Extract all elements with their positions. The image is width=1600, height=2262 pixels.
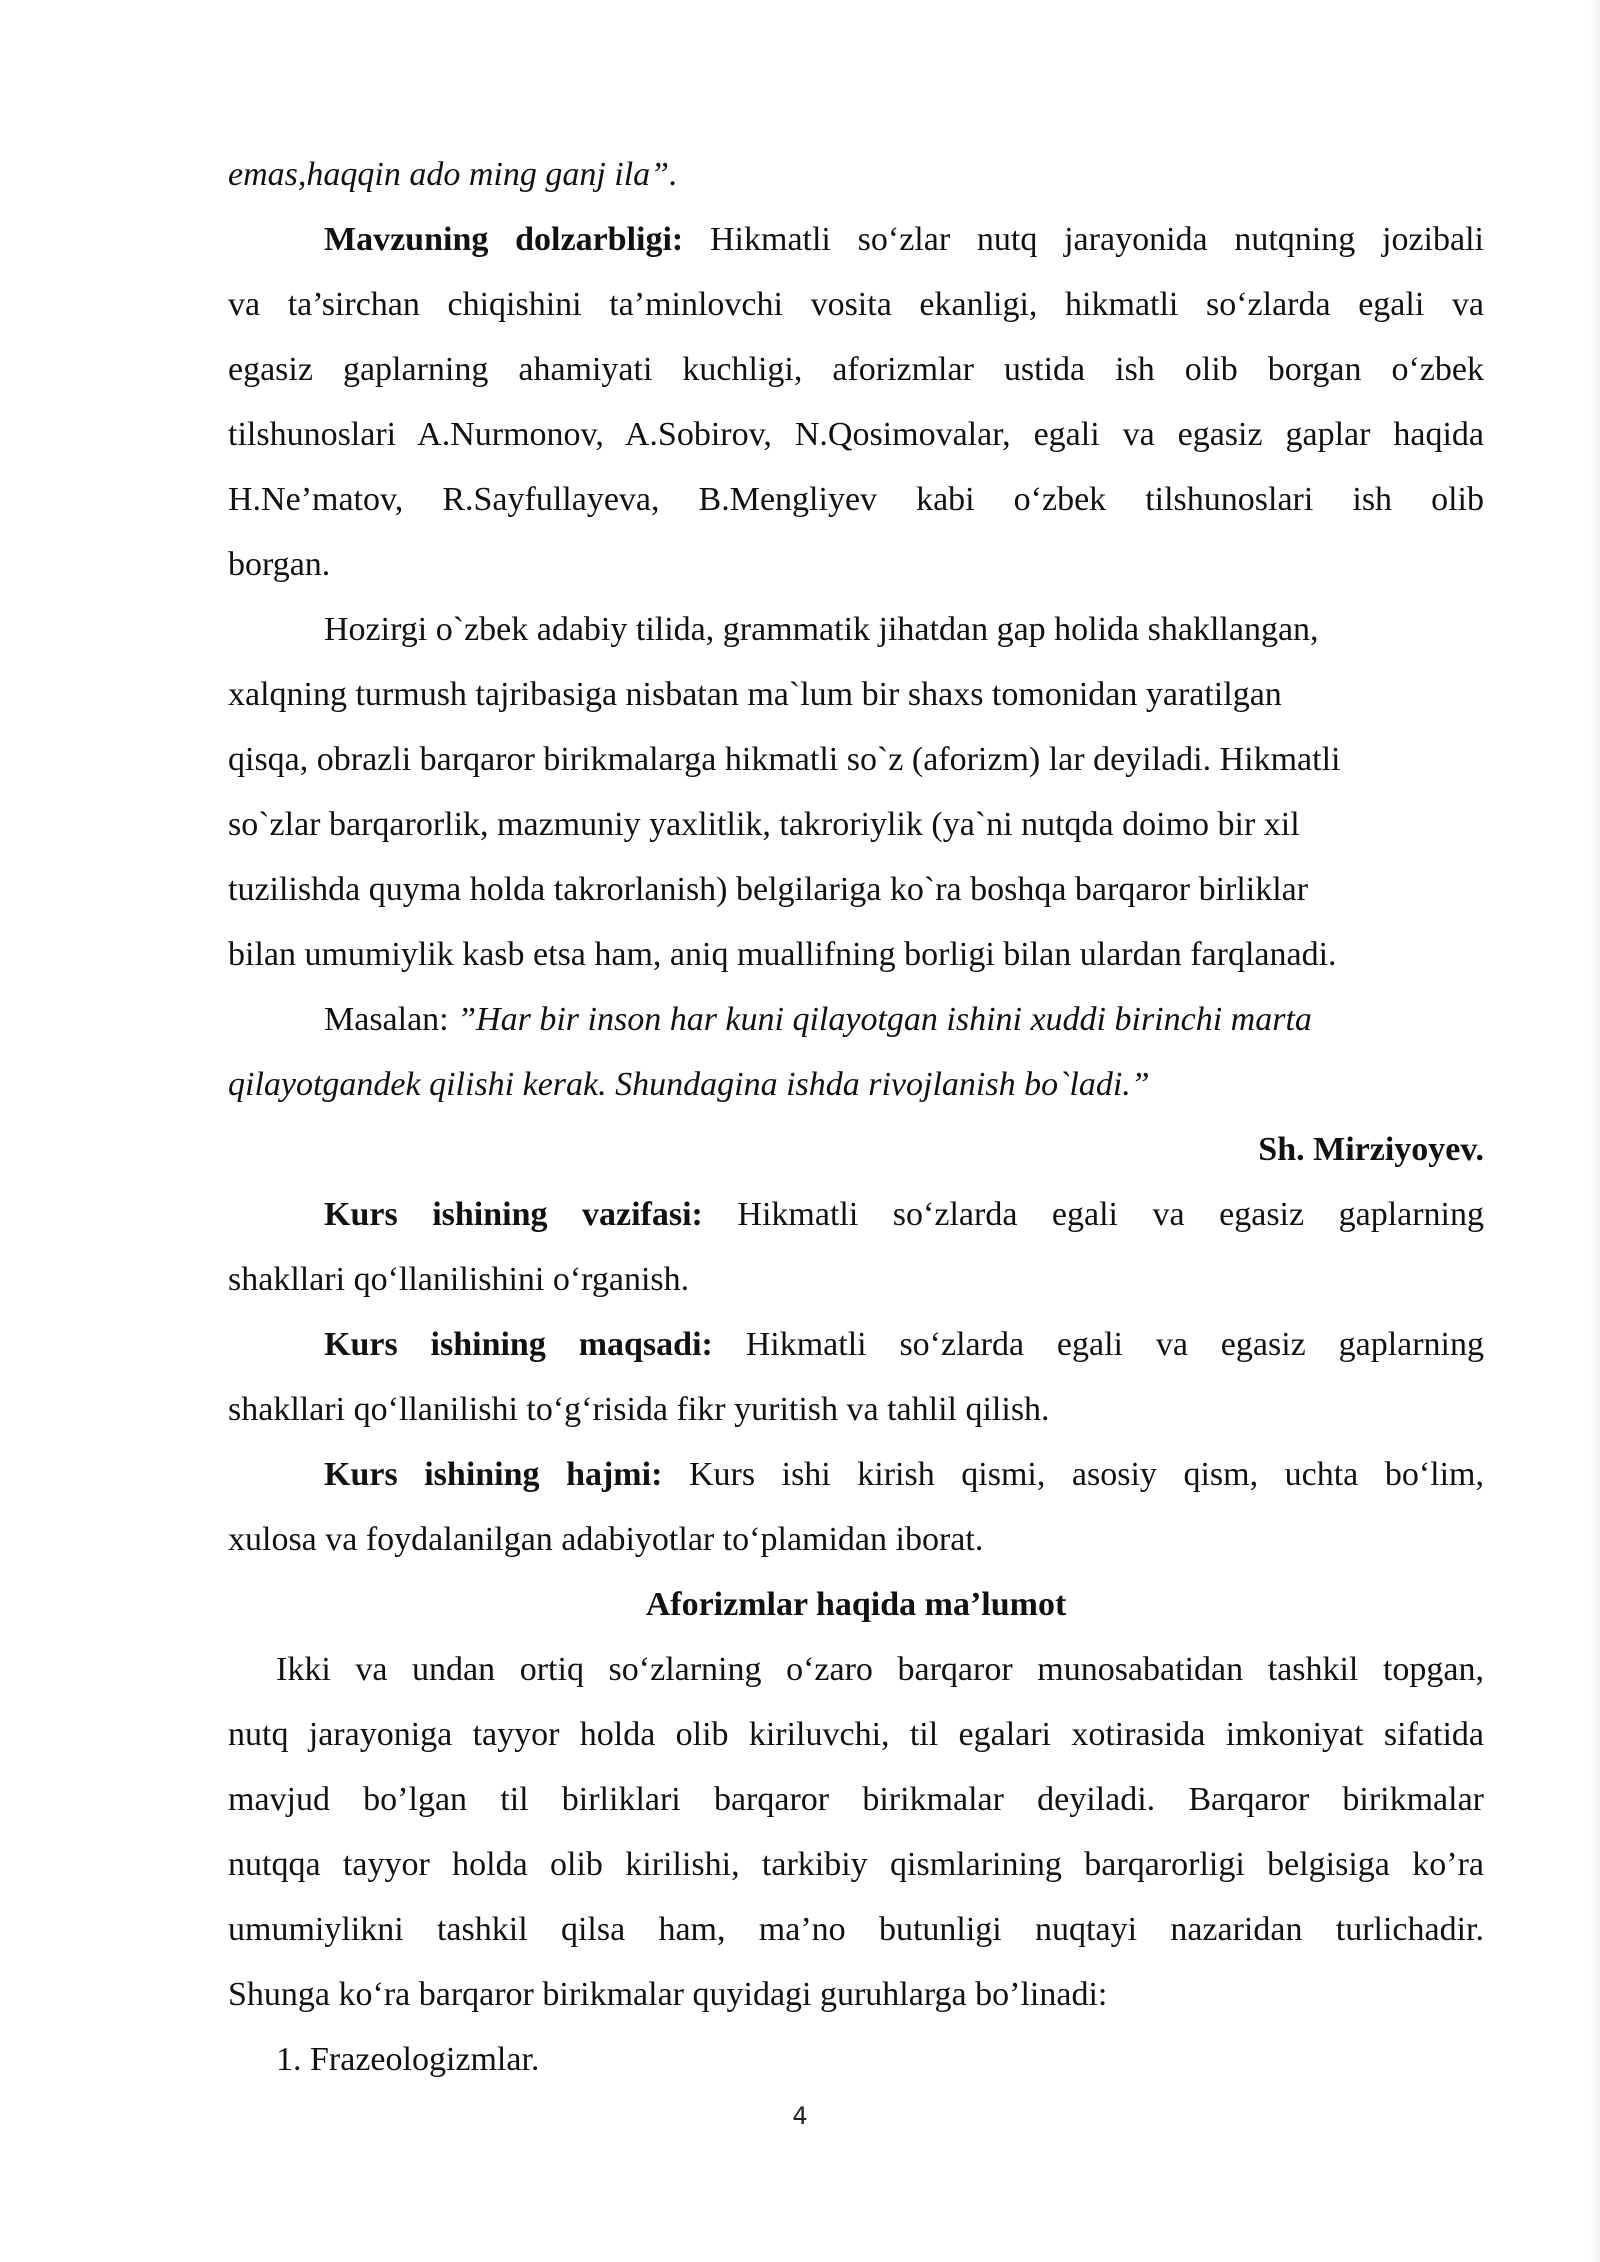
text-run: borgan. <box>228 546 331 583</box>
text-line <box>228 142 1484 207</box>
text-run: qisqa, obrazli barqaror birikmalarga hikmatli so`z (aforizm) lar deyiladi. Hikmatli <box>228 741 1341 778</box>
bold-text: Mavzuning dolzarbligi: <box>324 221 684 258</box>
text-line <box>228 597 1484 662</box>
text-run: xalqning turmush tajribasiga nisbatan ma`lum bir shaxs tomonidan yaratilgan <box>228 676 1282 713</box>
bold-text: Aforizmlar haqida ma’lumot <box>645 1586 1067 1623</box>
text-line <box>228 1117 1484 1182</box>
text-line <box>228 662 1484 727</box>
text-line <box>228 1182 1484 1247</box>
text-line <box>228 207 1484 272</box>
italic-text: qilayotgandek qilishi kerak. Shundagina ishda rivojlanish bo`ladi.” <box>228 1066 1150 1103</box>
text-run: bilan umumiylik kasb etsa ham, aniq muallifning borligi bilan ulardan farqlanadi. <box>228 936 1337 973</box>
text-line <box>228 1442 1484 1507</box>
text-line <box>228 1572 1484 1637</box>
text-line <box>228 987 1484 1052</box>
text-run: nutqqa tayyor holda olib kirilishi, tarkibiy qismlarining barqarorligi belgisiga ko’ra <box>228 1846 1484 1883</box>
text-line <box>228 1767 1484 1832</box>
text-run: Masalan: <box>324 1001 458 1038</box>
text-run: umumiylikni tashkil qilsa ham, ma’no butunligi nuqtayi nazaridan turlichadir. <box>228 1911 1484 1948</box>
text-run: Hikmatli so‘zlar nutq jarayonida nutqning jozibali <box>683 221 1484 258</box>
text-line <box>228 1312 1484 1377</box>
text-line <box>228 1832 1484 1897</box>
text-line <box>228 2027 1484 2092</box>
text-run: mavjud bo’lgan til birliklari barqaror birikmalar deyiladi. Barqaror birikmalar <box>228 1781 1484 1818</box>
text-run: Hikmatli so‘zlarda egali va egasiz gaplarning <box>702 1196 1485 1233</box>
text-run: xulosa va foydalanilgan adabiyotlar to‘plamidan iborat. <box>228 1521 984 1558</box>
text-line <box>228 857 1484 922</box>
text-line <box>228 922 1484 987</box>
text-run: shakllari qo‘llanilishini o‘rganish. <box>228 1261 690 1298</box>
text-run: 1. Frazeologizmlar. <box>276 2041 540 2078</box>
italic-text: ”Har bir inson har kuni qilayotgan ishini xuddi birinchi marta <box>457 1001 1312 1038</box>
text-run: nutq jarayoniga tayyor holda olib kiriluvchi, til egalari xotirasida imkoniyat sifatida <box>228 1716 1484 1753</box>
text-run: Shunga ko‘ra barqaror birikmalar quyidagi guruhlarga bo’linadi: <box>228 1976 1108 2013</box>
text-line <box>228 337 1484 402</box>
text-run: va ta’sirchan chiqishini ta’minlovchi vosita ekanligi, hikmatli so‘zlarda egali va <box>228 286 1484 323</box>
text-line <box>228 1247 1484 1312</box>
text-run: so`zlar barqarorlik, mazmuniy yaxlitlik, takroriylik (ya`ni nutqda doimo bir xil <box>228 806 1300 843</box>
text-line <box>228 1507 1484 1572</box>
text-line <box>228 1377 1484 1442</box>
text-line <box>228 1637 1484 1702</box>
text-line <box>228 467 1484 532</box>
text-line <box>228 1962 1484 2027</box>
text-line <box>228 1702 1484 1767</box>
page-edge-shadow <box>1590 0 1600 2262</box>
bold-text: Kurs ishining hajmi: <box>324 1456 663 1493</box>
text-line <box>228 1897 1484 1962</box>
text-line <box>228 532 1484 597</box>
bold-text: Sh. Mirziyoyev. <box>1258 1131 1484 1168</box>
bold-text: Kurs ishining maqsadi: <box>324 1326 713 1363</box>
bold-text: Kurs ishining vazifasi: <box>324 1196 703 1233</box>
text-line <box>228 1052 1484 1117</box>
text-run: egasiz gaplarning ahamiyati kuchligi, aforizmlar ustida ish olib borgan o‘zbek <box>228 351 1484 388</box>
page-number: 4 <box>792 2102 808 2130</box>
text-run: Hikmatli so‘zlarda egali va egasiz gaplarning <box>712 1326 1484 1363</box>
text-line <box>228 402 1484 467</box>
text-run: tilshunoslari A.Nurmonov, A.Sobirov, N.Qosimovalar, egali va egasiz gaplar haqida <box>228 416 1484 453</box>
text-line <box>228 727 1484 792</box>
text-run: H.Ne’matov, R.Sayfullayeva, B.Mengliyev kabi o‘zbek tilshunoslari ish olib <box>228 481 1484 518</box>
text-run: tuzilishda quyma holda takrorlanish) belgilariga ko`ra boshqa barqaror birliklar <box>228 871 1309 908</box>
text-run: Kurs ishi kirish qismi, asosiy qism, uchta bo‘lim, <box>662 1456 1484 1493</box>
text-line <box>228 792 1484 857</box>
text-line <box>228 272 1484 337</box>
body-text <box>228 142 1484 2092</box>
text-run: Hozirgi o`zbek adabiy tilida, grammatik jihatdan gap holida shakllangan, <box>324 611 1319 648</box>
italic-text: emas,haqqin ado ming ganj ila”. <box>228 156 678 193</box>
text-run: Ikki va undan ortiq so‘zlarning o‘zaro barqaror munosabatidan tashkil topgan, <box>276 1651 1484 1688</box>
text-run: shakllari qo‘llanilishi to‘g‘risida fikr yuritish va tahlil qilish. <box>228 1391 1050 1428</box>
